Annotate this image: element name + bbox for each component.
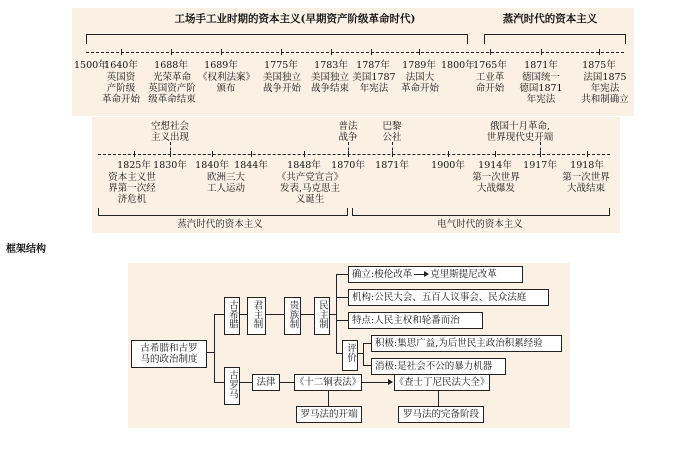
year-1917: 1917年 xyxy=(523,160,557,171)
event-american-war-end: 美国独立 战争结束 xyxy=(310,72,349,94)
twelve-tables-box: 《十二铜表法》 xyxy=(294,374,362,391)
event-paris-commune: 巴黎 公社 xyxy=(382,121,402,143)
year-1500: 1500年 xyxy=(74,60,108,71)
root-box: 古希腊和古罗 马的政治制度 xyxy=(131,340,207,368)
year-1825: 1825年 xyxy=(117,160,151,171)
year-1830: 1830年 xyxy=(153,160,187,171)
arrow-to-justinian xyxy=(388,379,393,385)
establish-box xyxy=(348,266,523,283)
era-steam-label-2: 蒸汽时代的资本主义 xyxy=(177,219,263,230)
event-communist-manifesto: 《共产党宣言》 发表,马克思主 义诞生 xyxy=(276,172,344,205)
era-electric-label: 电气时代的资本主义 xyxy=(437,219,523,230)
year-1918: 1918年 xyxy=(570,160,604,171)
establish-label: 确立:梭伦改革 xyxy=(352,269,413,280)
rome-label: 古罗马 xyxy=(227,370,238,399)
aristocracy-box xyxy=(284,297,301,335)
evaluation-box xyxy=(342,340,358,371)
event-franco-prussian-war: 普法 战争 xyxy=(338,121,358,143)
year-1848: 1848年 xyxy=(287,160,321,171)
year-1871-b: 1871年 xyxy=(375,160,409,171)
negative-box: 消极:是社会不公的暴力机器 xyxy=(371,358,506,375)
event-french-constitution: 法国1875 年宪法 共和制确立 xyxy=(581,72,629,105)
year-1900: 1900年 xyxy=(431,160,465,171)
positive-box: 积极:集思广益,为后世民主政治积累经验 xyxy=(371,335,562,352)
democracy-box xyxy=(314,297,330,335)
year-1689: 1689年 xyxy=(204,60,238,71)
event-glorious-revolution: 光荣革命 英国资产阶 级革命结束 xyxy=(148,72,196,105)
year-1640: 1640年 xyxy=(104,60,138,71)
event-ww1-start: 第一次世界 大战爆发 xyxy=(472,172,520,194)
year-1875: 1875年 xyxy=(582,60,616,71)
event-us-constitution: 美国1787 年宪法 xyxy=(352,72,396,94)
event-industrial-revolution: 工业革 命开始 xyxy=(475,72,505,94)
monarchy-box xyxy=(247,297,266,335)
era-manufactory-bracket xyxy=(86,34,468,35)
law-box: 法律 xyxy=(252,374,280,391)
greece-box xyxy=(224,297,240,335)
year-1800: 1800年 xyxy=(441,60,475,71)
establish-arrow-icon xyxy=(414,274,426,275)
roman-law-complete-box: 罗马法的完备阶段 xyxy=(398,406,484,423)
institutions-box: 机构:公民大会、五百人议事会、民众法庭 xyxy=(348,289,549,306)
era-electric-bracket xyxy=(352,215,610,216)
timeline-1-axis xyxy=(86,52,624,53)
aristocracy-label: 贵族制 xyxy=(287,300,299,329)
event-ww1-end: 第一次世界 大战结束 xyxy=(562,172,610,194)
year-1775: 1775年 xyxy=(264,60,298,71)
event-american-war-start: 美国独立 战争开始 xyxy=(262,72,301,94)
year-1870: 1870年 xyxy=(331,160,365,171)
roman-law-beginning-box: 罗马法的开端 xyxy=(296,406,362,423)
year-1840: 1840年 xyxy=(195,160,229,171)
event-french-revolution: 法国大 革命开始 xyxy=(400,72,439,94)
year-1783: 1783年 xyxy=(314,60,348,71)
greece-label: 古希腊 xyxy=(227,300,238,329)
rome-box xyxy=(224,367,240,405)
year-1844: 1844年 xyxy=(234,160,268,171)
monarchy-label: 君主制 xyxy=(251,300,263,329)
section-title: 框架结构 xyxy=(6,244,46,255)
justinian-box: 《查士丁尼民法大全》 xyxy=(394,374,490,391)
evaluation-label: 评价 xyxy=(345,343,356,362)
event-workers-movements: 欧洲三大 工人运动 xyxy=(206,172,245,194)
event-first-economic-crisis: 资本主义世 界第一次经 济危机 xyxy=(108,172,156,205)
year-1789: 1789年 xyxy=(402,60,436,71)
timeline-2-axis xyxy=(98,154,610,155)
year-1688: 1688年 xyxy=(154,60,188,71)
event-utopian-socialism: 空想社会 主义出现 xyxy=(150,121,189,143)
era-steam-bracket-2 xyxy=(98,215,348,216)
era-manufactory-label: 工场手工业时期的资本主义(早期资产阶级革命时代) xyxy=(174,13,416,25)
year-1787: 1787年 xyxy=(356,60,390,71)
year-1765: 1765年 xyxy=(473,60,507,71)
event-october-revolution: 俄国十月革命, 世界现代史开端 xyxy=(486,121,554,143)
establish-target-label: 克里斯提尼改革 xyxy=(430,269,497,280)
year-1914: 1914年 xyxy=(478,160,512,171)
event-german-unification: 德国统一 德国1871 年宪法 xyxy=(519,72,563,105)
democracy-label: 民主制 xyxy=(317,300,328,329)
era-steam-label: 蒸汽时代的资本主义 xyxy=(502,13,598,25)
era-steam-bracket xyxy=(484,34,626,35)
event-english-revolution: 英国资 产阶级 革命开始 xyxy=(101,72,140,105)
year-1871-a: 1871年 xyxy=(524,60,558,71)
features-box: 特点:人民主权和轮番而治 xyxy=(348,312,483,329)
event-bill-of-rights: 《权利法案》 颁布 xyxy=(198,72,256,94)
